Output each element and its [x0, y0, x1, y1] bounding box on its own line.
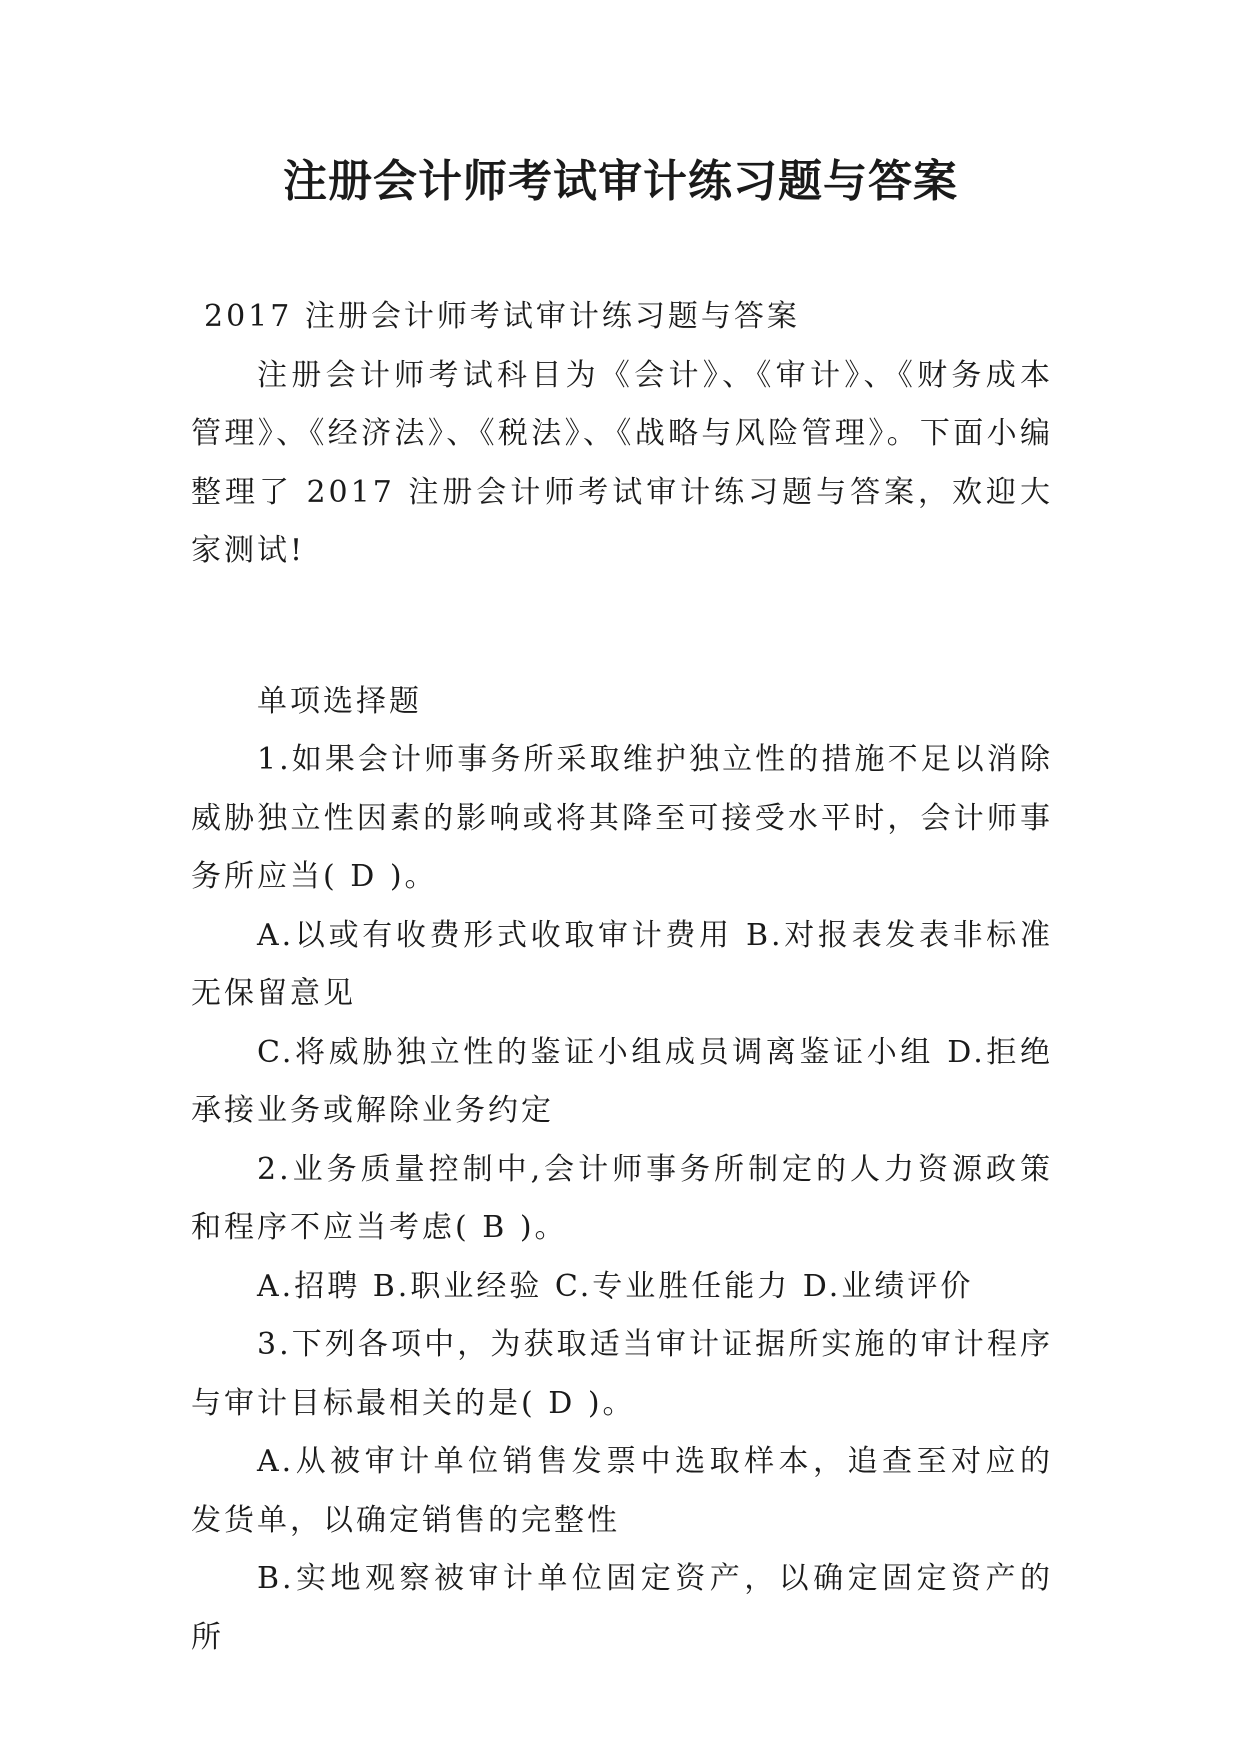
question-2: 2.业务质量控制中,会计师事务所制定的人力资源政策和程序不应当考虑( B )。	[191, 1151, 1053, 1245]
question-3-option-a: A.从被审计单位销售发票中选取样本，追查至对应的发货单，以确定销售的完整性	[191, 1444, 1053, 1538]
document-subtitle: 2017 注册会计师考试审计练习题与答案	[204, 299, 800, 334]
question-2-options: A.招聘 B.职业经验 C.专业胜任能力 D.业绩评价	[257, 1268, 974, 1304]
question-3: 3.下列各项中，为获取适当审计证据所实施的审计程序与审计目标最相关的是( D )。	[191, 1327, 1053, 1421]
question-1-options-ab: A.以或有收费形式收取审计费用 B.对报表发表非标准无保留意见	[191, 917, 1053, 1011]
paragraph-spacer	[191, 581, 1053, 673]
question-3-option-b: B.实地观察被审计单位固定资产，以确定固定资产的所	[191, 1561, 1053, 1655]
intro-paragraph: 注册会计师考试科目为《会计》、《审计》、《财务成本管理》、《经济法》、《税法》、《战略与风险管理》。下面小编整理了 2017 注册会计师考试审计练习题与答案，欢迎大家测试!	[191, 357, 1053, 568]
document-body	[191, 288, 1053, 1667]
question-1: 1.如果会计师事务所采取维护独立性的措施不足以消除威胁独立性因素的影响或将其降至可接受水平时，会计师事务所应当( D )。	[191, 742, 1053, 894]
question-1-options-cd: C.将威胁独立性的鉴证小组成员调离鉴证小组 D.拒绝承接业务或解除业务约定	[191, 1034, 1053, 1128]
document-title: 注册会计师考试审计练习题与答案	[283, 156, 958, 207]
section-heading: 单项选择题	[257, 683, 422, 719]
